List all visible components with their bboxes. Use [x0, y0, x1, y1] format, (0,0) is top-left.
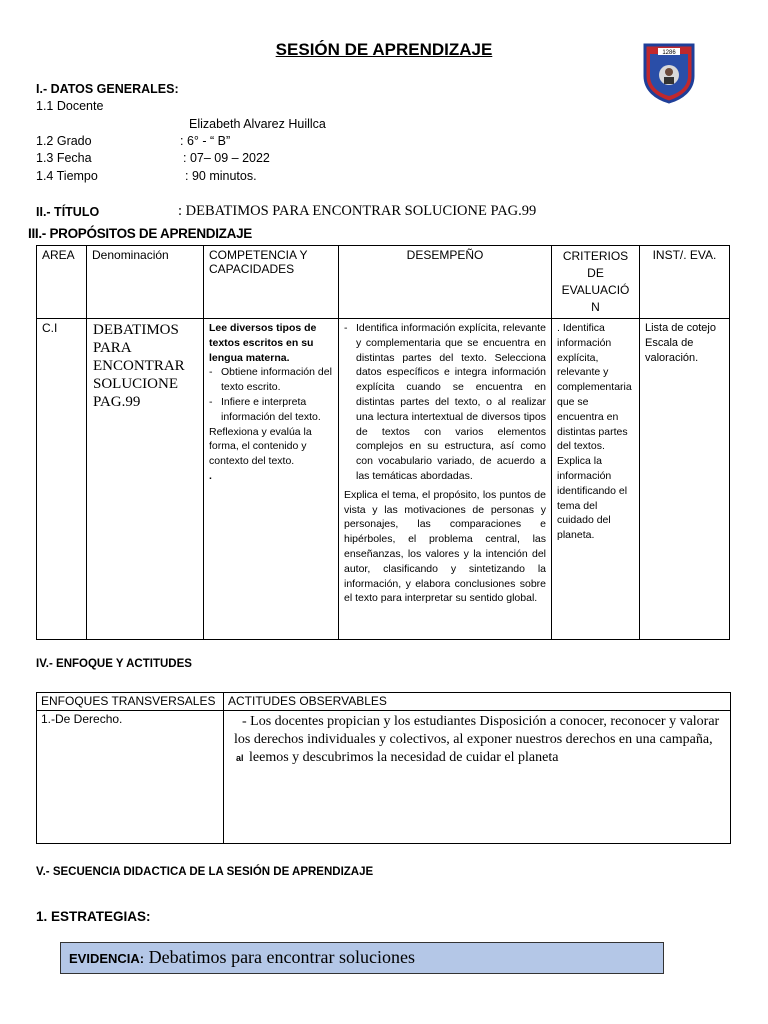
section-datos-heading: I.- DATOS GENERALES: — [36, 82, 179, 96]
criterios-cell: . Identifica información explícita, relevante y complementaria que se encuentra en distintas partes del textos. Explica la información identificando el tema del cuidado del planeta. — [552, 319, 640, 640]
titulo-value: : DEBATIMOS PARA ENCONTRAR SOLUCIONE PAG.99 — [178, 203, 537, 219]
estrategias-heading: 1. ESTRATEGIAS: — [36, 909, 151, 924]
docente-label: 1.1 Docente — [36, 99, 104, 113]
area-cell: C.I — [37, 319, 87, 640]
svg-text:1286: 1286 — [662, 50, 676, 56]
tiempo-value: : 90 minutos. — [185, 169, 257, 183]
grado-value: : 6° - “ B” — [180, 134, 231, 148]
page-title: SESIÓN DE APRENDIZAJE — [275, 40, 493, 59]
section-enfoque-heading: IV.- ENFOQUE Y ACTITUDES — [36, 658, 192, 670]
table-header-row — [37, 246, 730, 319]
header-competencia: COMPETENCIA Y CAPACIDADES — [204, 246, 339, 319]
instrumentos-cell: Lista de cotejo Escala de valoración. — [640, 319, 730, 640]
table-header-row — [37, 693, 731, 711]
table-row — [37, 711, 731, 844]
header-denominacion: Denominación — [87, 246, 204, 319]
desempeno-cell — [339, 319, 552, 640]
header-desempeno: DESEMPEÑO — [339, 246, 552, 319]
titulo-label: II.- TÍTULO — [36, 205, 100, 219]
denominacion-cell: DEBATIMOS PARA ENCONTRAR SOLUCIONE PAG.99 — [87, 319, 204, 640]
capacidad-reflexiona: Reflexiona y evalúa la forma, el contenido y contexto del texto. — [209, 425, 312, 468]
evidencia-label: EVIDENCIA: — [69, 951, 145, 966]
capacidad-dot: . — [209, 469, 212, 482]
fecha-value: : 07– 09 – 2022 — [183, 151, 270, 165]
table-row — [37, 319, 730, 640]
header-enfoques: ENFOQUES TRANSVERSALES — [37, 693, 224, 711]
header-criterios: CRITERIOS DE EVALUACIÓ N — [552, 246, 640, 319]
header-actitudes: ACTITUDES OBSERVABLES — [224, 693, 731, 711]
header-instrumentos: INST/. EVA. — [640, 246, 730, 319]
fecha-label: 1.3 Fecha — [36, 151, 92, 165]
competencia-title: Lee diversos tipos de textos escritos en su lengua materna. — [209, 322, 317, 364]
docente-value: Elizabeth Alvarez Huillca — [189, 117, 326, 131]
propositos-table — [36, 245, 730, 640]
desempeno-item: - Identifica información explícita, relevante y complementaria que se encuentra en distintas partes del texto. Selecciona datos específicos e integra información explícita cuando se encuentra en distintas partes del texto, o al realizar una lectura intertextual de diversos tipos de textos con varios elementos complejos en su estructura, así como con vocabulario variado, de acuerdo a las temáticas abordadas. — [344, 322, 546, 482]
evidencia-box — [60, 942, 664, 974]
capacidad-item: - Obtiene información del texto escrito. — [209, 366, 332, 394]
grado-label: 1.2 Grado — [36, 134, 92, 148]
section-secuencia-heading: V.- SECUENCIA DIDACTICA DE LA SESIÓN DE APRENDIZAJE — [36, 866, 374, 878]
enfoque-cell: 1.-De Derecho. — [37, 711, 224, 844]
desempeno-explica: Explica el tema, el propósito, los puntos de vista y las motivaciones de personas y personajes, las comparaciones e hipérboles, el problema central, las enseñanzas, los valores y la intención del autor, clasificando y sintetizando la información, y elabora conclusiones sobre el texto para interpretar su sentido global. — [344, 488, 546, 605]
capacidad-item: - Infiere e interpreta información del texto. — [209, 395, 321, 423]
section-propositos-heading: III.- PROPÓSITOS DE APRENDIZAJE — [28, 226, 252, 241]
enfoque-table — [36, 692, 731, 844]
evidencia-value: Debatimos para encontrar soluciones — [148, 947, 415, 967]
header-area: AREA — [37, 246, 87, 319]
competencia-cell — [204, 319, 339, 640]
tiempo-label: 1.4 Tiempo — [36, 169, 98, 183]
actitud-cell: - Los docentes propician y los estudiantes Disposición a conocer, reconocer y valorar los derechos individuales y colectivos, al exponer nuestros derechos en una campaña, al leemos y descubrimos la necesidad de cuidar el planeta — [224, 711, 731, 844]
school-crest-logo — [642, 42, 696, 104]
